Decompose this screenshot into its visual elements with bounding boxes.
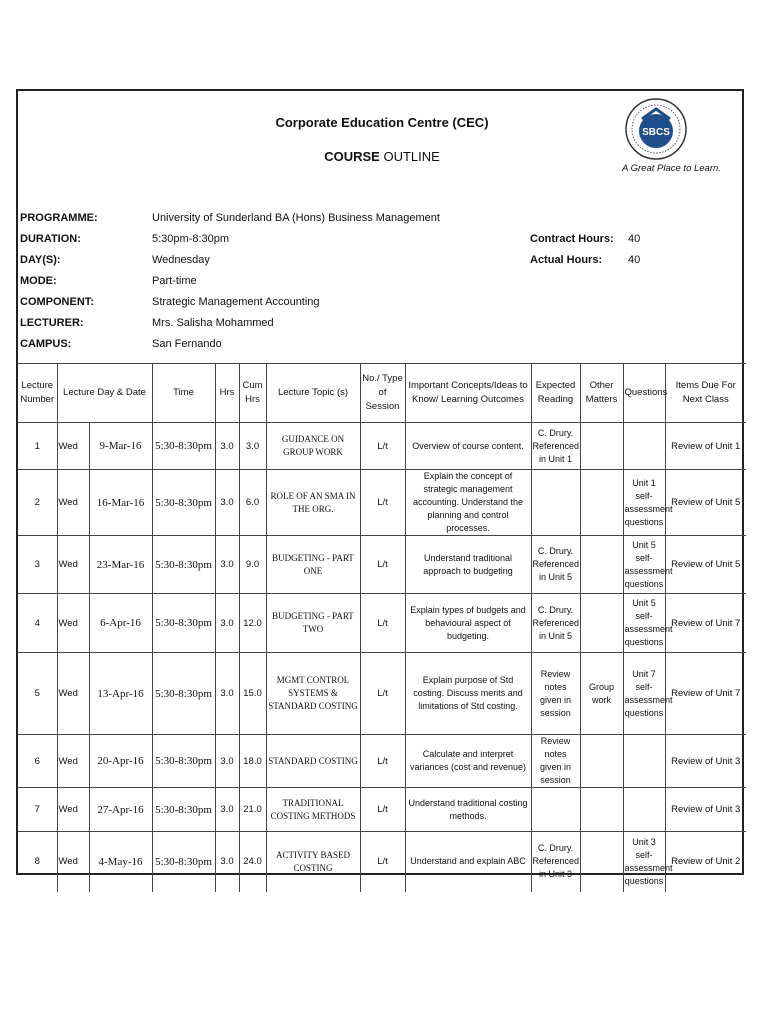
cum-hrs-cell: 18.0 bbox=[239, 735, 266, 788]
concepts-cell: Calculate and interpret variances (cost and revenue) bbox=[405, 735, 531, 788]
questions-cell: Unit 5 self-assessment questions bbox=[623, 594, 665, 653]
due-cell: Review of Unit 2 bbox=[665, 832, 746, 892]
session-type-cell: L/t bbox=[360, 423, 405, 470]
concepts-cell: Understand traditional approach to budgeting bbox=[405, 536, 531, 594]
contract-hours-value: 40 bbox=[628, 233, 641, 245]
time-cell: 5:30-8:30pm bbox=[152, 423, 215, 470]
time-cell: 5:30-8:30pm bbox=[152, 536, 215, 594]
session-type-cell: L/t bbox=[360, 653, 405, 735]
topic-cell: MGMT CONTROL SYSTEMS & STANDARD COSTING bbox=[266, 653, 360, 735]
session-type-cell: L/t bbox=[360, 832, 405, 892]
other-matters-cell: Group work bbox=[580, 653, 623, 735]
cum-hrs-cell: 3.0 bbox=[239, 423, 266, 470]
concepts-cell: Explain types of budgets and behavioural aspect of budgeting. bbox=[405, 594, 531, 653]
reading-cell: Review notes given in session bbox=[531, 653, 580, 735]
reading-cell: C. Drury. Referenced in Unit 1 bbox=[531, 423, 580, 470]
col-time: Time bbox=[152, 364, 215, 423]
time-cell: 5:30-8:30pm bbox=[152, 594, 215, 653]
lecture-number-cell: 6 bbox=[18, 735, 57, 788]
days-value: Wednesday bbox=[152, 254, 210, 266]
date-cell: 13-Apr-16 bbox=[89, 653, 152, 735]
lecture-number-cell: 8 bbox=[18, 832, 57, 892]
day-cell: Wed bbox=[57, 594, 89, 653]
hrs-cell: 3.0 bbox=[215, 423, 239, 470]
due-cell: Review of Unit 7 bbox=[665, 594, 746, 653]
session-type-cell: L/t bbox=[360, 594, 405, 653]
cum-hrs-cell: 21.0 bbox=[239, 788, 266, 832]
due-cell: Review of Unit 3 bbox=[665, 788, 746, 832]
lecture-number-cell: 1 bbox=[18, 423, 57, 470]
questions-cell: Unit 1 self-assessment questions bbox=[623, 470, 665, 536]
day-cell: Wed bbox=[57, 735, 89, 788]
actual-hours-value: 40 bbox=[628, 254, 641, 266]
other-matters-cell bbox=[580, 594, 623, 653]
concepts-cell: Explain purpose of Std costing. Discuss merits and limitations of Std costing. bbox=[405, 653, 531, 735]
topic-cell: STANDARD COSTING bbox=[266, 735, 360, 788]
col-cum-hrs: Cum Hrs bbox=[239, 364, 266, 423]
reading-cell: C. Drury. Referenced in Unit 5 bbox=[531, 594, 580, 653]
time-cell: 5:30-8:30pm bbox=[152, 832, 215, 892]
date-cell: 27-Apr-16 bbox=[89, 788, 152, 832]
hrs-cell: 3.0 bbox=[215, 735, 239, 788]
component-value: Strategic Management Accounting bbox=[152, 296, 320, 308]
table-row bbox=[18, 788, 746, 832]
mode-label: MODE: bbox=[20, 275, 57, 287]
hours-labels bbox=[530, 229, 614, 271]
duration-label: DURATION: bbox=[20, 233, 81, 245]
lecture-number-cell: 7 bbox=[18, 788, 57, 832]
time-cell: 5:30-8:30pm bbox=[152, 788, 215, 832]
topic-cell: TRADITIONAL COSTING METHODS bbox=[266, 788, 360, 832]
col-lecture-date: Lecture Day & Date bbox=[57, 364, 152, 423]
course-outline-sheet bbox=[16, 89, 744, 886]
questions-cell bbox=[623, 735, 665, 788]
duration-value: 5:30pm-8:30pm bbox=[152, 233, 230, 245]
session-type-cell: L/t bbox=[360, 536, 405, 594]
reading-cell bbox=[531, 788, 580, 832]
questions-cell bbox=[623, 788, 665, 832]
hours-values bbox=[628, 229, 640, 271]
table-row bbox=[18, 735, 746, 788]
topic-cell: BUDGETING - PART TWO bbox=[266, 594, 360, 653]
reading-cell: Review notes given in session bbox=[531, 735, 580, 788]
other-matters-cell bbox=[580, 788, 623, 832]
reading-cell: C. Drury. Referenced in Unit 5 bbox=[531, 536, 580, 594]
day-cell: Wed bbox=[57, 470, 89, 536]
col-lecture-number: Lecture Number bbox=[18, 364, 57, 423]
component-label: COMPONENT: bbox=[20, 296, 94, 308]
other-matters-cell bbox=[580, 735, 623, 788]
col-hrs: Hrs bbox=[215, 364, 239, 423]
lecture-number-cell: 2 bbox=[18, 470, 57, 536]
session-type-cell: L/t bbox=[360, 470, 405, 536]
time-cell: 5:30-8:30pm bbox=[152, 735, 215, 788]
info-values bbox=[152, 208, 440, 355]
col-topic: Lecture Topic (s) bbox=[266, 364, 360, 423]
document-title: Corporate Education Centre (CEC) bbox=[275, 115, 489, 130]
hrs-cell: 3.0 bbox=[215, 653, 239, 735]
lecturer-label: LECTURER: bbox=[20, 317, 84, 329]
table-row bbox=[18, 423, 746, 470]
date-cell: 16-Mar-16 bbox=[89, 470, 152, 536]
day-cell: Wed bbox=[57, 653, 89, 735]
programme-value: University of Sunderland BA (Hons) Business Management bbox=[152, 212, 440, 224]
col-session-type: No./ Type of Session bbox=[360, 364, 405, 423]
date-cell: 6-Apr-16 bbox=[89, 594, 152, 653]
sbcs-logo bbox=[624, 97, 688, 161]
contract-hours-label: Contract Hours: bbox=[530, 233, 614, 245]
subtitle-suffix: OUTLINE bbox=[383, 149, 440, 164]
concepts-cell: Understand traditional costing methods. bbox=[405, 788, 531, 832]
day-cell: Wed bbox=[57, 423, 89, 470]
session-type-cell: L/t bbox=[360, 788, 405, 832]
concepts-cell: Overview of course content. bbox=[405, 423, 531, 470]
topic-cell: GUIDANCE ON GROUP WORK bbox=[266, 423, 360, 470]
topic-cell: ROLE OF AN SMA IN THE ORG. bbox=[266, 470, 360, 536]
lecture-number-cell: 4 bbox=[18, 594, 57, 653]
day-cell: Wed bbox=[57, 832, 89, 892]
questions-cell: Unit 5 self-assessment questions bbox=[623, 536, 665, 594]
other-matters-cell bbox=[580, 536, 623, 594]
lecture-number-cell: 3 bbox=[18, 536, 57, 594]
table-row bbox=[18, 470, 746, 536]
tagline: A Great Place to Learn. bbox=[622, 163, 721, 174]
campus-label: CAMPUS: bbox=[20, 338, 72, 350]
other-matters-cell bbox=[580, 832, 623, 892]
time-cell: 5:30-8:30pm bbox=[152, 653, 215, 735]
programme-label: PROGRAMME: bbox=[20, 212, 98, 224]
questions-cell bbox=[623, 423, 665, 470]
info-labels bbox=[20, 208, 98, 355]
concepts-cell: Explain the concept of strategic management accounting. Understand the planning and control processes. bbox=[405, 470, 531, 536]
questions-cell: Unit 3 self-assessment questions bbox=[623, 832, 665, 892]
hrs-cell: 3.0 bbox=[215, 594, 239, 653]
due-cell: Review of Unit 7 bbox=[665, 653, 746, 735]
date-cell: 9-Mar-16 bbox=[89, 423, 152, 470]
topic-cell: BUDGETING - PART ONE bbox=[266, 536, 360, 594]
cum-hrs-cell: 24.0 bbox=[239, 832, 266, 892]
date-cell: 23-Mar-16 bbox=[89, 536, 152, 594]
table-row bbox=[18, 832, 746, 892]
col-reading: Expected Reading bbox=[531, 364, 580, 423]
lecturer-value: Mrs. Salisha Mohammed bbox=[152, 317, 274, 329]
day-cell: Wed bbox=[57, 536, 89, 594]
session-type-cell: L/t bbox=[360, 735, 405, 788]
cum-hrs-cell: 9.0 bbox=[239, 536, 266, 594]
table-row bbox=[18, 653, 746, 735]
col-other: Other Matters bbox=[580, 364, 623, 423]
course-schedule-table bbox=[18, 363, 746, 892]
due-cell: Review of Unit 3 bbox=[665, 735, 746, 788]
reading-cell bbox=[531, 470, 580, 536]
subtitle-prefix: COURSE bbox=[324, 149, 380, 164]
date-cell: 20-Apr-16 bbox=[89, 735, 152, 788]
concepts-cell: Understand and explain ABC bbox=[405, 832, 531, 892]
actual-hours-label: Actual Hours: bbox=[530, 254, 603, 266]
hrs-cell: 3.0 bbox=[215, 470, 239, 536]
date-cell: 4-May-16 bbox=[89, 832, 152, 892]
cum-hrs-cell: 12.0 bbox=[239, 594, 266, 653]
reading-cell: C. Drury. Referenced in Unit 3 bbox=[531, 832, 580, 892]
time-cell: 5:30-8:30pm bbox=[152, 470, 215, 536]
cum-hrs-cell: 15.0 bbox=[239, 653, 266, 735]
other-matters-cell bbox=[580, 423, 623, 470]
table-header-row bbox=[18, 364, 746, 423]
mode-value: Part-time bbox=[152, 275, 197, 287]
other-matters-cell bbox=[580, 470, 623, 536]
due-cell: Review of Unit 5 bbox=[665, 470, 746, 536]
lecture-number-cell: 5 bbox=[18, 653, 57, 735]
due-cell: Review of Unit 1 bbox=[665, 423, 746, 470]
days-label: DAY(S): bbox=[20, 254, 61, 266]
col-concepts: Important Concepts/Ideas to Know/ Learning Outcomes bbox=[405, 364, 531, 423]
day-cell: Wed bbox=[57, 788, 89, 832]
col-due: Items Due For Next Class bbox=[665, 364, 746, 423]
logo-text: SBCS bbox=[642, 127, 670, 138]
cum-hrs-cell: 6.0 bbox=[239, 470, 266, 536]
topic-cell: ACTIVITY BASED COSTING bbox=[266, 832, 360, 892]
table-row bbox=[18, 536, 746, 594]
due-cell: Review of Unit 5 bbox=[665, 536, 746, 594]
table-row bbox=[18, 594, 746, 653]
hrs-cell: 3.0 bbox=[215, 832, 239, 892]
col-questions: Questions bbox=[623, 364, 665, 423]
hrs-cell: 3.0 bbox=[215, 788, 239, 832]
campus-value: San Fernando bbox=[152, 338, 222, 350]
hrs-cell: 3.0 bbox=[215, 536, 239, 594]
questions-cell: Unit 7 self-assessment questions bbox=[623, 653, 665, 735]
